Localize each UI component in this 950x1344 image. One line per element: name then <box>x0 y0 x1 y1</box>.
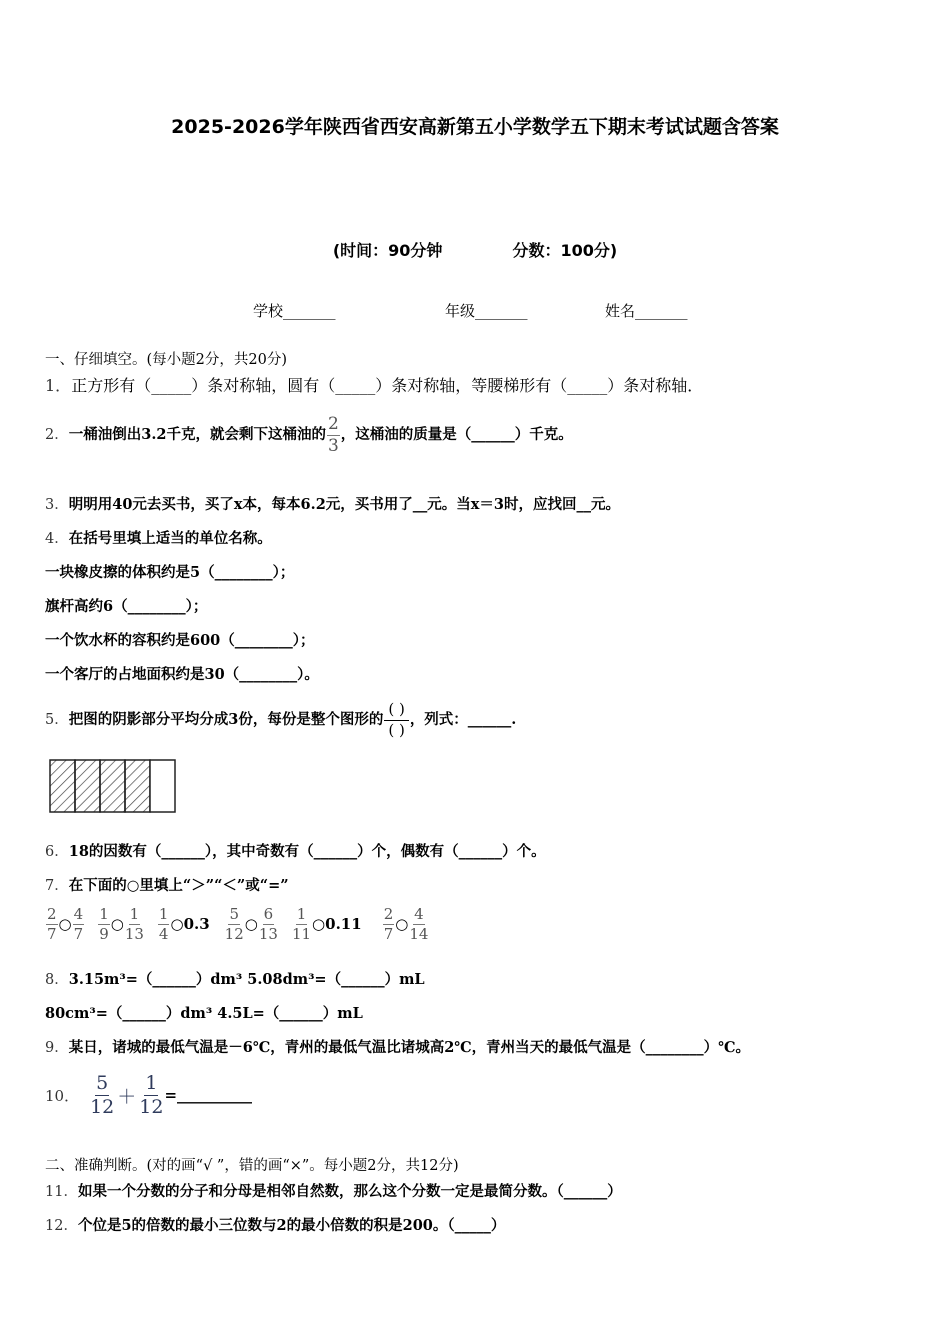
question-11 <box>45 1182 622 1202</box>
name-field: 姓名_______ <box>605 302 688 320</box>
decimal-value: 0.3 <box>183 915 210 933</box>
question-text-2: ，这桶油的质量是（______）千克。 <box>340 426 573 443</box>
q4-line-2: 旗杆高约6（________）； <box>45 598 208 615</box>
comparison-item <box>291 904 362 943</box>
q4-line-1: 一块橡皮擦的体积约是5（________）； <box>45 564 295 581</box>
shaded-part <box>125 760 150 812</box>
question-number: 7． <box>45 878 69 894</box>
question-4 <box>45 529 272 549</box>
question-text: 个位是5的倍数的最小三位数与2的最小倍数的积是200。（_____） <box>77 1217 506 1234</box>
fraction: $\frac{1}{9}$ <box>99 904 109 943</box>
fraction-five-twelfths: $\frac{5}{12}$ <box>90 1071 115 1118</box>
question-text: 某日，诸城的最低气温是－6℃，青州的最低气温比诸城高2℃，青州当天的最低气温是（________）℃。 <box>68 1039 751 1056</box>
section-2-heading: 二、准确判断。(对的画“√ ”，错的画“×”。每小题2分，共12分) <box>45 1158 459 1174</box>
question-text: 正方形有（_____）条对称轴，圆有（_____）条对称轴，等腰梯形有（_____）条对称轴． <box>71 376 704 395</box>
question-12 <box>45 1216 505 1236</box>
question-9 <box>45 1038 750 1058</box>
fraction-two-thirds: $\frac{2}{3}$ <box>327 413 339 456</box>
question-number: 11． <box>45 1184 78 1200</box>
shaded-part <box>75 760 100 812</box>
question-text-2: ，列式：______. <box>409 711 517 728</box>
comparison-item <box>45 904 85 943</box>
decimal-value: 0.11 <box>325 915 362 933</box>
circle-icon[interactable]: ○ <box>170 915 184 933</box>
page-title: 2025-2026学年陕西省西安高新第五小学数学五下期末考试试题含答案 <box>171 116 779 138</box>
question-10 <box>45 1070 252 1120</box>
question-1 <box>45 376 703 396</box>
comparison-item <box>157 904 210 943</box>
question-number: 10． <box>45 1086 80 1105</box>
fraction: $\frac{6}{13}$ <box>258 904 278 943</box>
question-text: 明明用40元去买书，买了x本，每本6.2元，买书用了__元。当x＝3时，应找回__元。 <box>68 496 621 513</box>
question-number: 9． <box>45 1040 69 1056</box>
shaded-part <box>100 760 125 812</box>
section-1-heading: 一、仔细填空。(每小题2分，共20分) <box>45 352 287 368</box>
fraction: $\frac{4}{14}$ <box>409 904 429 943</box>
comparison-item <box>382 904 430 943</box>
question-6 <box>45 842 546 862</box>
question-8 <box>45 970 425 990</box>
answer-fraction-blank: $\frac{( )}{( )}$ <box>384 702 408 738</box>
question-number: 4． <box>45 531 69 547</box>
unshaded-part <box>150 760 175 812</box>
exam-meta <box>0 238 950 261</box>
question-number: 12． <box>45 1218 78 1234</box>
comparison-item <box>224 904 279 943</box>
fraction: $\frac{1}{4}$ <box>158 904 169 943</box>
q4-line-4: 一个客厅的占地面积约是30（________）。 <box>45 666 319 683</box>
shaded-part <box>50 760 75 812</box>
question-text: 一桶油倒出3.2千克，就会剩下这桶油的 <box>68 426 326 443</box>
question-text: 3.15m³=（______）dm³ 5.08dm³=（______）mL <box>68 971 425 988</box>
question-text: 如果一个分数的分子和分母是相邻自然数，那么这个分数一定是最简分数。（______） <box>77 1183 622 1200</box>
grade-field: 年级_______ <box>445 302 528 320</box>
circle-icon[interactable]: ○ <box>244 915 258 933</box>
fraction: $\frac{2}{7}$ <box>383 904 394 943</box>
fraction: $\frac{1}{11}$ <box>291 904 312 943</box>
exam-score: 分数：100分) <box>512 241 618 260</box>
question-text: 18的因数有（______），其中奇数有（______）个，偶数有（______）个。 <box>68 843 546 860</box>
fraction-one-twelfth: $\frac{1}{12}$ <box>139 1071 164 1118</box>
question-3 <box>45 495 620 515</box>
fraction: $\frac{2}{7}$ <box>47 904 57 943</box>
question-8-line-2: 80cm³=（______）dm³ 4.5L=（______）mL <box>45 1005 363 1022</box>
shaded-rectangle-figure <box>48 758 178 814</box>
circle-icon[interactable]: ○ <box>395 915 409 933</box>
question-number: 3． <box>45 497 69 513</box>
question-2 <box>45 410 573 460</box>
question-5 <box>45 694 516 746</box>
answer-blank: =__________ <box>164 1086 253 1104</box>
fraction: $\frac{4}{7}$ <box>73 904 84 943</box>
question-number: 5． <box>45 712 69 728</box>
circle-icon[interactable]: ○ <box>110 915 124 933</box>
question-7 <box>45 876 289 896</box>
fraction: $\frac{1}{13}$ <box>124 904 144 943</box>
fraction: $\frac{5}{12}$ <box>224 904 244 943</box>
question-number: 6． <box>45 844 69 860</box>
comparison-row <box>45 905 429 943</box>
q4-line-3: 一个饮水杯的容积约是600（________）； <box>45 632 315 649</box>
plus-sign: ＋ <box>117 1085 137 1108</box>
question-text: 在下面的○里填上“＞”“＜”或“=” <box>68 877 289 894</box>
circle-icon[interactable]: ○ <box>312 915 326 933</box>
question-number: 2． <box>45 427 69 443</box>
circle-icon[interactable]: ○ <box>58 915 72 933</box>
exam-time: (时间：90分钟 <box>332 241 443 260</box>
question-text: 在括号里填上适当的单位名称。 <box>68 530 272 547</box>
school-field: 学校_______ <box>253 302 336 320</box>
question-number: 8． <box>45 972 69 988</box>
question-number: 1． <box>45 376 72 395</box>
comparison-item <box>97 904 145 943</box>
question-text: 把图的阴影部分平均分成3份，每份是整个图形的 <box>68 711 384 728</box>
